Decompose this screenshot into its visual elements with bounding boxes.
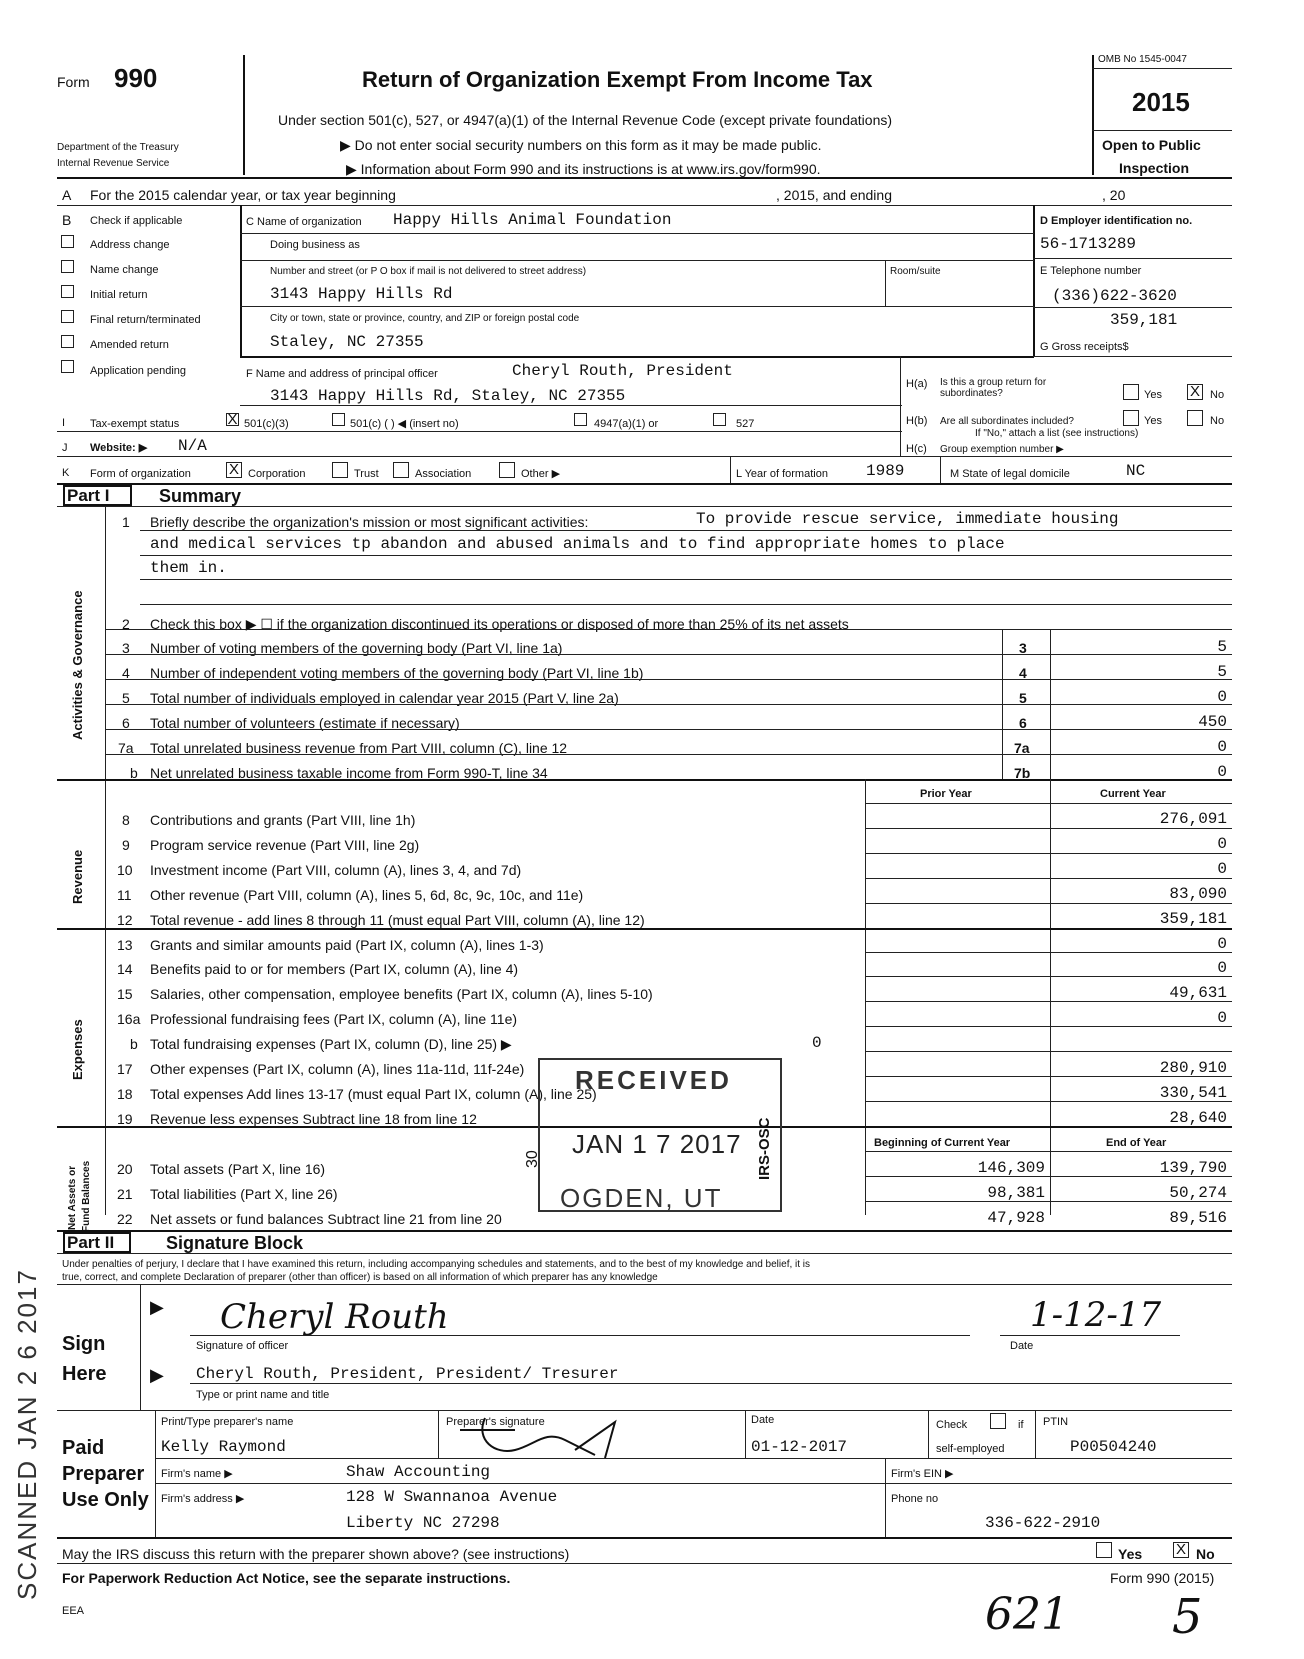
hb-yes-checkbox[interactable] [1123,410,1139,426]
section-b-letter: B [62,212,72,228]
gov-line-num: 4 [122,665,130,681]
stamp-side-right: IRS-OSC [756,1117,773,1180]
hb-label: H(b) [906,415,928,427]
line-j-letter: J [62,442,68,454]
unrelated-revenue-value[interactable]: 0 [1217,738,1227,756]
dba-label: Doing business as [270,239,360,251]
net-assets-eoy[interactable]: 89,516 [1169,1209,1227,1227]
ha-no-checkbox[interactable]: X [1187,384,1203,400]
stamp-side-left: 30 [524,1150,541,1168]
exp-line-text: Other expenses (Part IX, column (A), lines 11a-11d, 11f-24e) [150,1061,525,1077]
officer-label: F Name and address of principal officer [246,368,438,380]
discuss-no-checkbox[interactable]: X [1173,1542,1189,1558]
trust-label: Trust [354,468,379,480]
exp-line-text: Professional fundraising fees (Part IX, column (A), line 11e) [150,1011,518,1027]
firm-address-line1[interactable]: 128 W Swannanoa Avenue [346,1488,558,1506]
form-word: Form [57,74,90,90]
501c-label: 501(c) ( ) ◀ (insert no) [350,418,459,430]
use-only-label: Use Only [62,1489,149,1511]
form-number: 990 [114,63,158,93]
form-footer-ref: Form 990 (2015) [1110,1570,1215,1586]
net-line-num: 20 [117,1161,133,1177]
hb-note: If "No," attach a list (see instructions) [975,428,1139,439]
part1-label: Part I [67,486,110,505]
member-benefits-current[interactable]: 0 [1217,959,1227,977]
exp-line-num: 18 [117,1086,133,1102]
voting-members-value[interactable]: 5 [1217,638,1227,656]
firm-name-label: Firm's name ▶ [161,1468,233,1480]
irs-discuss-question: May the IRS discuss this return with the preparer shown above? (see instructions) [62,1546,570,1562]
amended-return-checkbox[interactable] [61,335,74,348]
hb-text: Are all subordinates included? [940,416,1074,427]
preparer-name[interactable]: Kelly Raymond [161,1438,286,1456]
name-change-checkbox[interactable] [61,260,74,273]
side-expenses: Expenses [70,1019,85,1080]
line-i-letter: I [62,417,66,429]
form-subtitle: Under section 501(c), 527, or 4947(a)(1) of the Internal Revenue Code (except private foundations) [278,112,893,128]
preparer-label: Preparer [62,1463,145,1485]
signature-date[interactable]: 1-12-17 [1030,1295,1162,1335]
perjury-line1: Under penalties of perjury, I declare that I have examined this return, including accompanying schedules and statements, and to the best of my knowledge and belief, it is [62,1259,811,1270]
check-label: Check [936,1419,968,1431]
trust-checkbox[interactable] [332,462,348,478]
527-label: 527 [736,418,755,430]
gross-receipts-label: G Gross receipts$ [1040,341,1129,353]
rev-line-num: 10 [117,862,133,878]
line-a-text: For the 2015 calendar year, or tax year beginning [90,187,396,203]
mission-line2[interactable]: and medical services tp abandon and abused animals and to find appropriate homes to place [150,535,1005,553]
corporation-checkbox[interactable]: X [226,462,242,478]
initial-return-label: Initial return [90,289,148,301]
sign-label: Sign [62,1333,106,1355]
firm-address-label: Firm's address ▶ [161,1493,245,1505]
net-line-text: Net assets or fund balances Subtract line 21 from line 20 [150,1211,502,1227]
col-end-year: End of Year [1106,1137,1167,1149]
firm-ein-label: Firm's EIN ▶ [891,1468,954,1480]
preparer-date-label: Date [751,1414,775,1426]
officer-signature[interactable]: Cheryl Routh [220,1297,449,1337]
state-domicile-label: M State of legal domicile [950,468,1070,480]
sign-arrow-icon: ▶ [150,1297,164,1317]
org-street[interactable]: 3143 Happy Hills Rd [270,285,453,303]
rev-line-text: Total revenue - add lines 8 through 11 (must equal Part VIII, column (A), line 12) [150,912,645,928]
salaries-current[interactable]: 49,631 [1169,984,1227,1002]
gov-box-label: 6 [1019,715,1027,731]
association-label: Association [415,468,472,480]
firm-name[interactable]: Shaw Accounting [346,1463,491,1481]
exp-line-text: Total expenses Add lines 13-17 (must equal Part IX, column (A), line 25) [150,1086,597,1102]
exp-line-num: 15 [117,986,133,1002]
application-pending-label: Application pending [90,365,187,377]
gov-line-text: Number of independent voting members of the governing body (Part VI, line 1b) [150,665,644,681]
name-change-label: Name change [90,264,159,276]
rev-line-num: 9 [122,837,130,853]
preparer-name-label: Print/Type preparer's name [161,1416,294,1428]
firm-phone[interactable]: 336-622-2910 [985,1514,1101,1532]
year-formation-label: L Year of formation [736,468,828,480]
side-fund-balances: Fund Balances [81,1160,92,1232]
gross-receipts-value[interactable]: 359,181 [1110,311,1178,329]
rev-line-text: Investment income (Part VIII, column (A), lines 3, 4, and 7d) [150,862,522,878]
other-org-checkbox[interactable] [499,462,515,478]
527-checkbox[interactable] [713,413,726,426]
info-notice: ▶ Information about Form 990 and its instructions is at www.irs.gov/form990. [346,161,821,177]
discuss-yes-checkbox[interactable] [1096,1542,1112,1558]
initial-return-checkbox[interactable] [61,285,74,298]
irs-name: Internal Revenue Service [57,158,170,169]
independent-members-value[interactable]: 5 [1217,663,1227,681]
net-assets-boy[interactable]: 47,928 [987,1209,1045,1227]
part2-label: Part II [67,1233,115,1252]
program-revenue-current[interactable]: 0 [1217,835,1227,853]
4947-checkbox[interactable] [574,413,587,426]
gov-box-label: 7a [1014,740,1030,756]
other-revenue-current[interactable]: 83,090 [1169,885,1227,903]
gov-line-text: Check this box ▶ ☐ if the organization discontinued its operations or disposed of more than 25% of its net assets [150,616,849,632]
hc-label: H(c) [906,443,927,455]
exp-line-text: Grants and similar amounts paid (Part IX, column (A), lines 1-3) [150,937,544,953]
unrelated-taxable-value[interactable]: 0 [1217,763,1227,781]
gov-box-label: 4 [1019,665,1027,681]
other-expenses-current[interactable]: 280,910 [1159,1059,1227,1077]
ssn-notice: ▶ Do not enter social security numbers on this form as it may be made public. [340,137,822,153]
exp-line-num: 19 [117,1111,133,1127]
other-org-label: Other ▶ [521,468,561,480]
exp-line-num: 16a [117,1011,141,1027]
ha-text1: Is this a group return for [940,377,1047,388]
501c-checkbox[interactable] [332,413,345,426]
sign-arrow-icon: ▶ [150,1365,164,1385]
4947-label: 4947(a)(1) or [594,418,659,430]
exp-line-num: b [130,1036,138,1052]
total-revenue-current[interactable]: 359,181 [1159,910,1227,928]
officer-address[interactable]: 3143 Happy Hills Rd, Staley, NC 27355 [270,387,626,405]
line-k-letter: K [62,467,70,479]
rev-line-text: Program service revenue (Part VIII, line 2g) [150,837,420,853]
gov-line-text: Number of voting members of the governing body (Part VI, line 1a) [150,640,563,656]
col-beginning-year: Beginning of Current Year [874,1137,1011,1149]
website-value[interactable]: N/A [178,437,207,455]
room-label: Room/suite [890,266,941,277]
address-change-checkbox[interactable] [61,235,74,248]
signature-date-label: Date [1010,1340,1034,1352]
year-formation-value[interactable]: 1989 [866,462,905,480]
total-assets-boy[interactable]: 146,309 [977,1159,1045,1177]
exp-line-text: Salaries, other compensation, employee benefits (Part IX, column (A), lines 5-10) [150,986,653,1002]
grants-paid-current[interactable]: 0 [1217,935,1227,953]
gov-line-text: Total number of individuals employed in calendar year 2015 (Part V, line 2a) [150,690,619,706]
handwritten-page: 5 [1172,1589,1203,1645]
volunteers-value[interactable]: 450 [1198,713,1227,731]
total-assets-eoy[interactable]: 139,790 [1159,1159,1227,1177]
firm-address-line2[interactable]: Liberty NC 27298 [346,1514,500,1532]
paid-label: Paid [62,1437,105,1459]
501c3-label: 501(c)(3) [244,418,289,430]
form-title: Return of Organization Exempt From Income Tax [362,67,873,92]
preparer-date[interactable]: 01-12-2017 [751,1438,848,1456]
gov-line-num: 5 [122,690,130,706]
final-return-label: Final return/terminated [90,314,201,326]
firm-phone-label: Phone no [891,1493,939,1505]
line1-label: Briefly describe the organization's mission or most significant activities: [150,514,589,530]
net-line-num: 21 [117,1186,133,1202]
ha-label: H(a) [906,378,928,390]
self-employed-checkbox[interactable] [990,1413,1006,1429]
tax-year: 2015 [1132,87,1190,117]
street-label: Number and street (or P O box if mail is not delivered to street address) [270,266,587,277]
dept-treasury: Department of the Treasury [57,142,179,153]
ha-yes-checkbox[interactable] [1123,384,1139,400]
gov-line-text: Total unrelated business revenue from Part VIII, column (C), line 12 [150,740,568,756]
hb-no-checkbox[interactable] [1187,410,1203,426]
stamp-city: OGDEN, UT [560,1183,723,1213]
signature-officer-label: Signature of officer [196,1340,289,1352]
net-line-text: Total assets (Part X, line 16) [150,1161,326,1177]
stamp-date: JAN 1 7 2017 [572,1129,742,1159]
total-liabilities-boy[interactable]: 98,381 [987,1184,1045,1202]
perjury-line2: true, correct, and complete Declaration of preparer (other than officer) is based on all information of which preparer has any knowledge [62,1272,658,1283]
ein-value[interactable]: 56-1713289 [1040,235,1137,253]
org-name[interactable]: Happy Hills Animal Foundation [393,211,672,229]
city-label: City or town, state or province, country, and ZIP or foreign postal code [270,313,580,324]
open-public: Open to Public [1102,137,1201,153]
investment-income-current[interactable]: 0 [1217,860,1227,878]
section-b-title: Check if applicable [90,215,183,227]
preparer-sig-label: Preparer's signature [446,1416,545,1428]
rev-line-text: Other revenue (Part VIII, column (A), lines 5, 6d, 8c, 9c, 10c, and 11e) [150,887,584,903]
gov-line-num: 7a [118,740,134,756]
side-net-assets: Net Assets or [67,1165,78,1230]
total-fundraising-value[interactable]: 0 [812,1034,822,1052]
net-line-num: 22 [117,1211,133,1227]
side-activities-governance: Activities & Governance [70,590,85,740]
rev-line-num: 11 [117,887,132,903]
open-inspection: Inspection [1119,160,1190,176]
ptin-label: PTIN [1043,1416,1069,1428]
exp-line-num: 17 [117,1061,133,1077]
total-liabilities-eoy[interactable]: 50,274 [1169,1184,1227,1202]
line-a-end: , 20 [1102,187,1126,203]
discuss-no-label: No [1196,1546,1215,1562]
net-line-text: Total liabilities (Part X, line 26) [150,1186,338,1202]
org-phone[interactable]: (336)622-3620 [1052,287,1177,305]
501c3-checkbox[interactable]: X [227,411,238,428]
gov-box-label: 7b [1014,765,1031,781]
ha-no-label: No [1210,389,1225,401]
officer-name[interactable]: Cheryl Routh, President [512,362,733,380]
website-label: Website: ▶ [90,442,148,454]
address-change-label: Address change [90,239,170,251]
hc-text: Group exemption number ▶ [940,444,1064,455]
paperwork-notice: For Paperwork Reduction Act Notice, see the separate instructions. [62,1570,511,1586]
gov-line-num: 6 [122,715,130,731]
line-a-letter: A [62,187,72,203]
gov-line-text: Total number of volunteers (estimate if necessary) [150,715,460,731]
fundraising-fees-current[interactable]: 0 [1217,1009,1227,1027]
line1-num: 1 [122,514,130,530]
state-domicile-value[interactable]: NC [1126,462,1146,480]
side-revenue: Revenue [70,849,85,904]
handwritten-number: 621 [985,1589,1069,1640]
gov-line-text: Net unrelated business taxable income from Form 990-T, line 34 [150,765,548,781]
phone-label: E Telephone number [1040,265,1142,277]
self-employed-label: self-employed [936,1443,1005,1455]
officer-name-title[interactable]: Cheryl Routh, President, President/ Tresurer [196,1365,619,1383]
line-a-mid: , 2015, and ending [776,187,892,203]
col-current-year: Current Year [1100,788,1166,800]
exp-line-text: Total fundraising expenses (Part IX, column (D), line 25) ▶ [150,1036,512,1052]
form-of-org-label: Form of organization [90,468,191,480]
ein-label: D Employer identification no. [1040,215,1193,227]
org-city[interactable]: Staley, NC 27355 [270,333,424,351]
gov-line-num: b [130,765,138,781]
corporation-label: Corporation [248,468,306,480]
scanned-stamp: SCANNED JAN 2 6 2017 [12,1268,42,1600]
mission-line1[interactable]: To provide rescue service, immediate housing [696,510,1119,528]
exp-line-text: Revenue less expenses Subtract line 18 from line 12 [150,1111,477,1127]
gov-box-label: 5 [1019,690,1027,706]
gov-line-num: 2 [122,616,130,632]
here-label: Here [62,1363,107,1385]
revenue-less-expenses-current[interactable]: 28,640 [1169,1109,1227,1127]
check-if-label: if [1018,1419,1024,1431]
name-title-label: Type or print name and title [196,1389,330,1401]
rev-line-text: Contributions and grants (Part VIII, line 1h) [150,812,416,828]
part2-title: Signature Block [166,1233,304,1253]
final-return-checkbox[interactable] [61,310,74,323]
hb-yes-label: Yes [1144,415,1162,427]
exp-line-num: 14 [117,961,133,977]
amended-return-label: Amended return [90,339,169,351]
preparer-signature[interactable] [455,1410,645,1462]
gov-line-num: 3 [122,640,130,656]
col-prior-year: Prior Year [920,788,972,800]
omb-number: OMB No 1545-0047 [1098,54,1187,65]
tax-exempt-label: Tax-exempt status [90,418,180,430]
org-name-label: C Name of organization [246,216,362,228]
mission-line3[interactable]: them in. [150,559,227,577]
exp-line-text: Benefits paid to or for members (Part IX, column (A), line 4) [150,961,519,977]
application-pending-checkbox[interactable] [61,360,74,373]
part1-title: Summary [159,486,242,506]
rev-line-num: 12 [117,912,133,928]
gov-box-label: 3 [1019,640,1027,656]
employees-value[interactable]: 0 [1217,688,1227,706]
exp-line-num: 13 [117,937,133,953]
total-expenses-current[interactable]: 330,541 [1159,1084,1227,1102]
hb-no-label: No [1210,415,1225,427]
ptin-value[interactable]: P00504240 [1070,1438,1157,1456]
ha-yes-label: Yes [1144,389,1162,401]
discuss-yes-label: Yes [1118,1546,1143,1562]
stamp-received: RECEIVED [575,1065,732,1095]
eea-label: EEA [62,1605,85,1617]
contributions-current[interactable]: 276,091 [1159,810,1227,828]
association-checkbox[interactable] [393,462,409,478]
ha-text2: subordinates? [940,388,1003,399]
rev-line-num: 8 [122,812,130,828]
